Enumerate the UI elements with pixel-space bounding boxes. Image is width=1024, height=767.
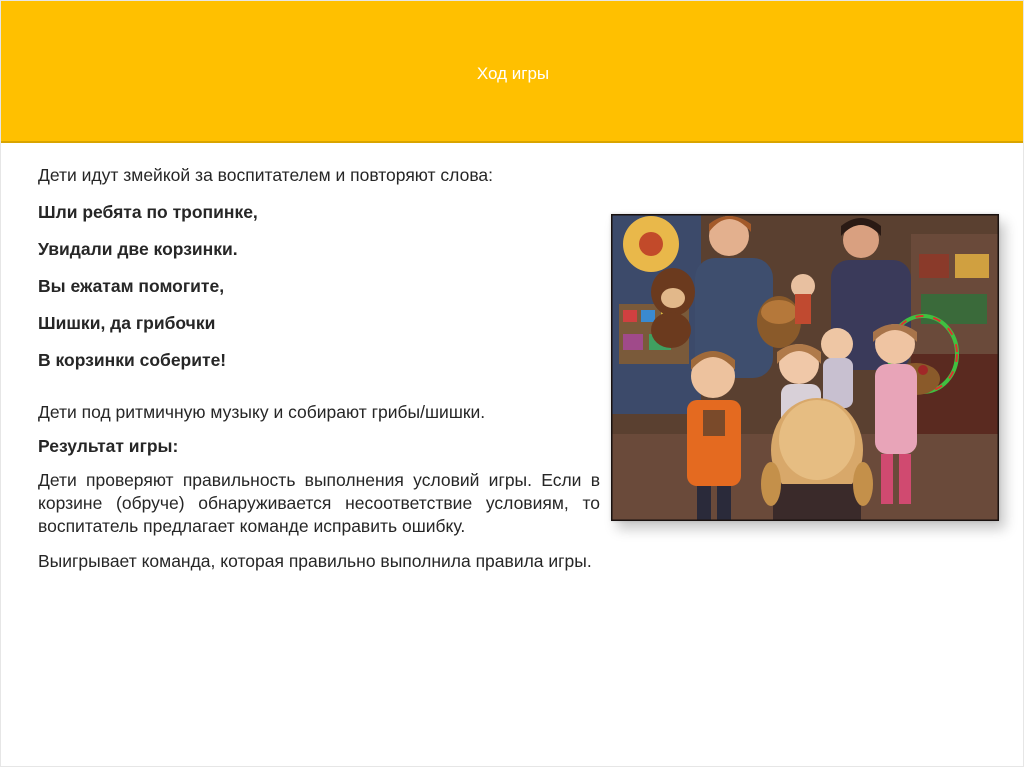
text-content xyxy=(38,164,600,573)
winner-paragraph: Выигрывает команда, которая правильно выполнила правила игры. xyxy=(38,551,592,571)
verse-line-1: Шли ребята по тропинке, xyxy=(38,202,258,222)
photo-image xyxy=(611,214,999,521)
verse-line-4: Шишки, да грибочки xyxy=(38,313,216,333)
verse-line-2: Увидали две корзинки. xyxy=(38,239,238,259)
result-heading: Результат игры: xyxy=(38,436,179,456)
verse-line-3: Вы ежатам помогите, xyxy=(38,276,225,296)
result-paragraph: Дети проверяют правильность выполнения условий игры. Если в корзине (обруче) обнаруживается несоответствие условиям, то воспитатель предлагает команде исправить ошибку. xyxy=(38,470,600,536)
slide-title: Ход игры xyxy=(476,64,550,83)
photo-children-game xyxy=(611,214,999,521)
intro-paragraph: Дети идут змейкой за воспитателем и повторяют слова: xyxy=(38,165,494,185)
header-bar xyxy=(1,1,1024,143)
verse-line-5: В корзинки соберите! xyxy=(38,350,227,370)
music-paragraph: Дети под ритмичную музыку и собирают грибы/шишки. xyxy=(38,402,486,422)
